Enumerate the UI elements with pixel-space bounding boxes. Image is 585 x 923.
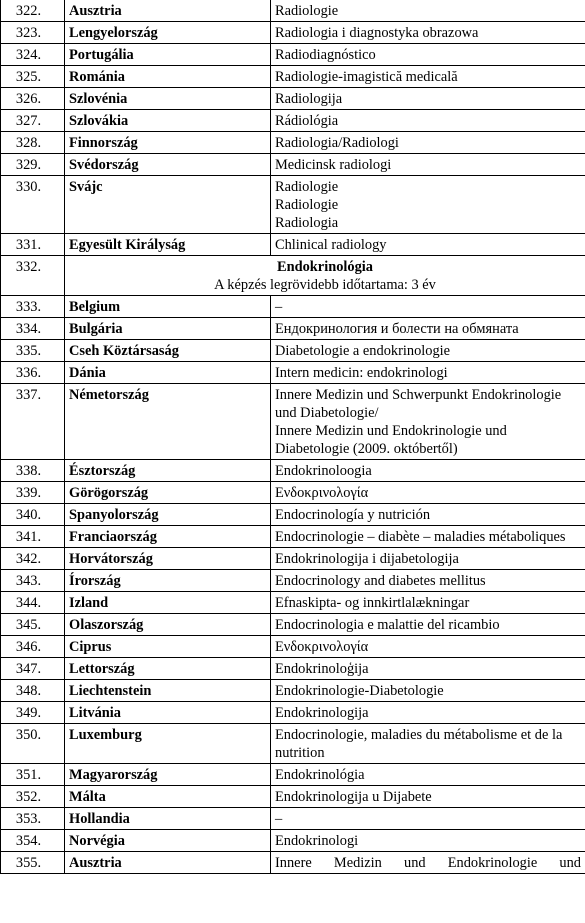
table-row (1, 702, 585, 724)
qualification-title-line: Radiologija (275, 91, 343, 107)
country-name: Németország (65, 384, 271, 460)
qualification-title-line: – (275, 299, 283, 315)
country-name: Spanyolország (65, 504, 271, 526)
row-number: 334. (1, 318, 65, 340)
table-row (1, 852, 585, 874)
qualification-title (271, 636, 585, 658)
row-number: 355. (1, 852, 65, 874)
row-number: 348. (1, 680, 65, 702)
section-heading-row (1, 256, 585, 296)
row-number: 325. (1, 66, 65, 88)
country-name: Ausztria (65, 852, 271, 874)
qualification-title (271, 132, 585, 154)
row-number: 342. (1, 548, 65, 570)
qualification-title-line: Innere Medizin und Endokrinologie und (275, 855, 581, 871)
table-row (1, 296, 585, 318)
country-name: Horvátország (65, 548, 271, 570)
qualification-title-line: Innere Medizin und Endokrinologie und Diabetologie (2009. októbertől) (275, 423, 507, 457)
qualification-title-line: Endokrinológia (275, 767, 365, 783)
table-row (1, 504, 585, 526)
country-name: Dánia (65, 362, 271, 384)
qualification-title-line: Endocrinology and diabetes mellitus (275, 573, 486, 589)
table-row (1, 384, 585, 460)
table-row (1, 340, 585, 362)
row-number: 326. (1, 88, 65, 110)
country-name: Izland (65, 592, 271, 614)
row-number: 337. (1, 384, 65, 460)
table-row (1, 636, 585, 658)
qualification-title (271, 384, 585, 460)
row-number: 349. (1, 702, 65, 724)
qualification-title (271, 764, 585, 786)
qualification-title-line: Radiologia (275, 215, 339, 231)
qualification-title-line: Endokrinologija u Dijabete (275, 789, 432, 805)
qualification-title (271, 526, 585, 548)
row-number: 352. (1, 786, 65, 808)
qualification-title-line: Chlinical radiology (275, 237, 387, 253)
country-name: Ciprus (65, 636, 271, 658)
country-name: Románia (65, 66, 271, 88)
country-name: Cseh Köztársaság (65, 340, 271, 362)
row-number: 347. (1, 658, 65, 680)
country-name: Görögország (65, 482, 271, 504)
country-name: Svédország (65, 154, 271, 176)
country-name: Svájc (65, 176, 271, 234)
qualification-title-line: Intern medicin: endokrinologi (275, 365, 448, 381)
table-row (1, 44, 585, 66)
country-name: Észtország (65, 460, 271, 482)
training-duration: A képzés legrövidebb időtartama: 3 év (214, 277, 436, 293)
row-number: 341. (1, 526, 65, 548)
country-name: Luxemburg (65, 724, 271, 764)
table-row (1, 830, 585, 852)
row-number: 340. (1, 504, 65, 526)
qualification-title-line: Endokrinologi (275, 833, 359, 849)
row-number: 331. (1, 234, 65, 256)
row-number: 350. (1, 724, 65, 764)
table-row (1, 570, 585, 592)
qualification-title (271, 680, 585, 702)
qualification-title (271, 318, 585, 340)
qualification-title-line: Innere Medizin und Schwerpunkt Endokrinologie und Diabetologie/ (275, 387, 562, 421)
country-name: Ausztria (65, 0, 271, 22)
qualification-title (271, 658, 585, 680)
row-number: 329. (1, 154, 65, 176)
qualification-title (271, 176, 585, 234)
qualification-title (271, 66, 585, 88)
country-name: Bulgária (65, 318, 271, 340)
qualification-title-line: Rádiológia (275, 113, 339, 129)
table-row (1, 658, 585, 680)
table-row (1, 132, 585, 154)
row-number: 323. (1, 22, 65, 44)
specialty-name: Endokrinológia (277, 259, 373, 275)
table-row (1, 808, 585, 830)
qualification-title-line: Diabetologie a endokrinologie (275, 343, 451, 359)
qualification-title (271, 830, 585, 852)
qualification-title-line: Endokrinoloogia (275, 463, 372, 479)
country-name: Hollandia (65, 808, 271, 830)
country-name: Portugália (65, 44, 271, 66)
row-number: 354. (1, 830, 65, 852)
qualification-title (271, 614, 585, 636)
row-number: 353. (1, 808, 65, 830)
row-number: 336. (1, 362, 65, 384)
row-number: 333. (1, 296, 65, 318)
qualification-title-line: Endocrinologia e malattie del ricambio (275, 617, 500, 633)
qualification-title (271, 362, 585, 384)
table-row (1, 592, 585, 614)
qualification-title-line: Radiologie (275, 179, 339, 195)
country-name: Belgium (65, 296, 271, 318)
specialty-heading (65, 256, 585, 296)
table-row (1, 22, 585, 44)
country-name: Szlovénia (65, 88, 271, 110)
qualification-title-line: Ендокринология и болести на обмяната (275, 321, 519, 337)
country-name: Franciaország (65, 526, 271, 548)
table-row (1, 318, 585, 340)
qualification-title-line: Endokrinologija (275, 705, 369, 721)
table-row (1, 176, 585, 234)
qualification-title (271, 88, 585, 110)
row-number: 343. (1, 570, 65, 592)
qualification-title-line: Radiologia/Radiologi (275, 135, 399, 151)
table-row (1, 154, 585, 176)
qualification-title-line: Radiologie (275, 3, 339, 19)
row-number: 344. (1, 592, 65, 614)
table-row (1, 764, 585, 786)
qualification-title (271, 724, 585, 764)
qualification-title-line: Medicinsk radiologi (275, 157, 392, 173)
table-row (1, 460, 585, 482)
table-body (1, 0, 585, 874)
qualification-title (271, 570, 585, 592)
country-name: Olaszország (65, 614, 271, 636)
qualification-title-line: Endocrinologie – diabète – maladies métaboliques (275, 529, 566, 545)
table-row (1, 680, 585, 702)
qualification-title (271, 460, 585, 482)
qualification-title-line: Ενδοκρινολογία (275, 639, 369, 655)
qualification-title (271, 0, 585, 22)
row-number: 338. (1, 460, 65, 482)
country-name: Magyarország (65, 764, 271, 786)
qualification-title-line: Endocrinología y nutrición (275, 507, 431, 523)
qualification-title-line: Radiologie-imagistică medicală (275, 69, 458, 85)
table-row (1, 110, 585, 132)
qualification-title (271, 702, 585, 724)
row-number: 339. (1, 482, 65, 504)
qualification-title (271, 340, 585, 362)
table-row (1, 724, 585, 764)
country-name: Írország (65, 570, 271, 592)
row-number: 327. (1, 110, 65, 132)
country-name: Liechtenstein (65, 680, 271, 702)
row-number: 330. (1, 176, 65, 234)
country-name: Lettország (65, 658, 271, 680)
row-number: 345. (1, 614, 65, 636)
qualification-title (271, 234, 585, 256)
qualification-title-line: Radiologie (275, 197, 339, 213)
qualification-title-line: Endokrinoloģija (275, 661, 369, 677)
country-name: Szlovákia (65, 110, 271, 132)
country-name: Lengyelország (65, 22, 271, 44)
qualification-title-line: Endokrinologija i dijabetologija (275, 551, 459, 567)
qualification-title (271, 548, 585, 570)
qualification-title-line: Ενδοκρινολογία (275, 485, 369, 501)
country-name: Málta (65, 786, 271, 808)
table-row (1, 66, 585, 88)
qualification-title (271, 110, 585, 132)
country-name: Norvégia (65, 830, 271, 852)
qualification-title-line: – (275, 811, 283, 827)
qualification-title (271, 44, 585, 66)
country-name: Egyesült Királyság (65, 234, 271, 256)
table-row (1, 548, 585, 570)
qualification-title-line: Radiodiagnóstico (275, 47, 376, 63)
qualification-title (271, 592, 585, 614)
qualification-title-line: Radiologia i diagnostyka obrazowa (275, 25, 479, 41)
qualification-title (271, 154, 585, 176)
qualification-title-line: Endokrinologie-Diabetologie (275, 683, 444, 699)
table-row (1, 482, 585, 504)
row-number: 346. (1, 636, 65, 658)
qualification-title (271, 852, 585, 874)
qualification-title (271, 504, 585, 526)
row-number: 335. (1, 340, 65, 362)
qualification-title-line: Endocrinologie, maladies du métabolisme et de la nutrition (275, 727, 563, 761)
qualification-title (271, 786, 585, 808)
table-row (1, 362, 585, 384)
table-row (1, 786, 585, 808)
table-row (1, 0, 585, 22)
table-row (1, 614, 585, 636)
qualification-title (271, 482, 585, 504)
country-name: Litvánia (65, 702, 271, 724)
qualification-title (271, 22, 585, 44)
qualification-title (271, 808, 585, 830)
table-row (1, 234, 585, 256)
qualification-title (271, 296, 585, 318)
country-name: Finnország (65, 132, 271, 154)
row-number: 328. (1, 132, 65, 154)
table-row (1, 526, 585, 548)
row-number: 332. (1, 256, 65, 296)
qualification-title-line: Efnaskipta- og innkirtlalækningar (275, 595, 470, 611)
row-number: 351. (1, 764, 65, 786)
table-row (1, 88, 585, 110)
row-number: 324. (1, 44, 65, 66)
row-number: 322. (1, 0, 65, 22)
